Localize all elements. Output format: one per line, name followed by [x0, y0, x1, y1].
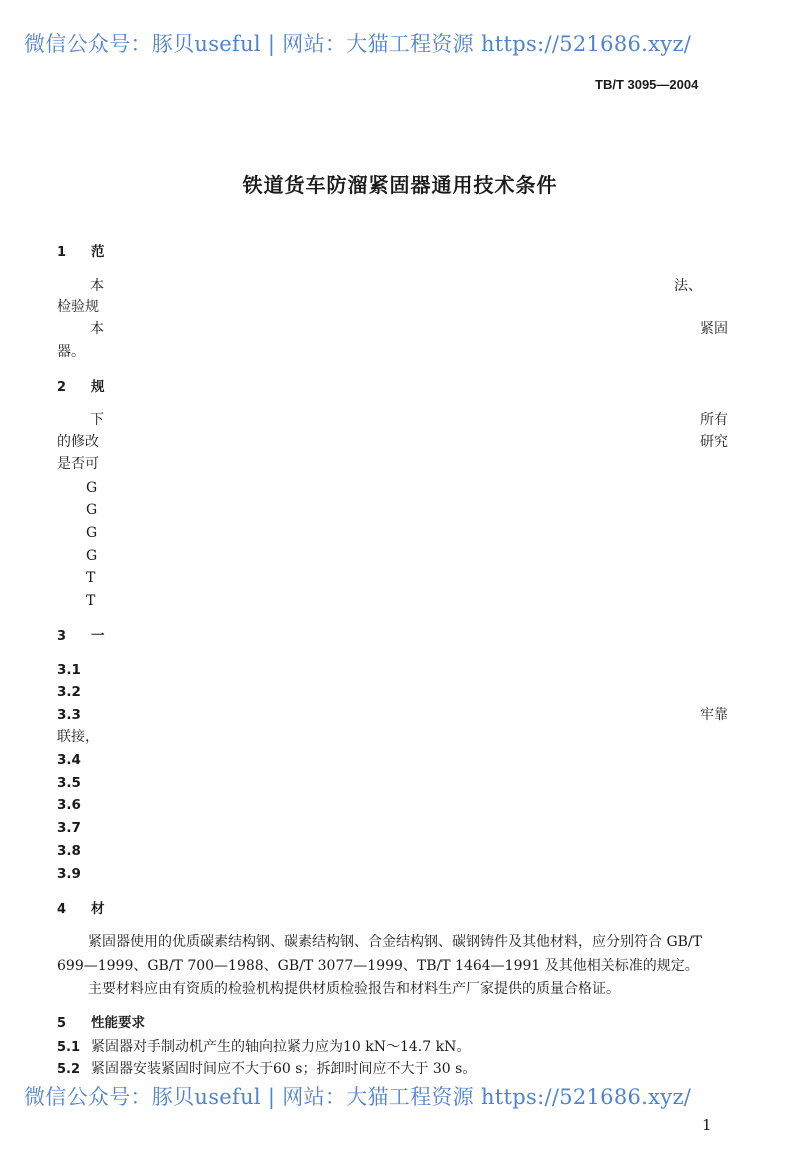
text-fragment: 联接，	[57, 729, 99, 745]
reference-fragment: G	[86, 480, 98, 496]
section-1-heading	[57, 243, 105, 262]
section-5-heading	[57, 1014, 145, 1033]
section-title: 一	[91, 628, 105, 644]
section-number: 2	[57, 380, 67, 395]
section-number: 5	[57, 1016, 67, 1031]
clause-number: 3.3	[57, 707, 81, 723]
reference-fragment: G	[86, 548, 98, 564]
section-4-paragraph-1: 紧固器使用的优质碳素结构钢、碳素结构钢、合金结构钢、碳钢铸件及其他材料，应分别符合 GB/T	[88, 934, 702, 950]
reference-fragment: G	[86, 525, 98, 541]
text-fragment: 是否可	[57, 456, 99, 472]
text-fragment: 牢靠	[700, 707, 728, 723]
text-fragment: 本	[90, 278, 104, 294]
clause-number: 5.2	[57, 1062, 81, 1077]
clause-number: 3.1	[57, 662, 81, 678]
standard-number: TB/T 3095—2004	[595, 77, 699, 92]
reference-fragment: T	[86, 570, 96, 586]
clause-number: 3.8	[57, 843, 81, 859]
text-fragment: 器。	[57, 344, 85, 360]
reference-fragment: T	[86, 593, 96, 609]
section-title: 材	[91, 901, 105, 917]
text-fragment: 所有	[700, 412, 728, 428]
clause-number: 3.9	[57, 866, 81, 882]
section-title: 规	[91, 379, 105, 395]
clause-5-2	[57, 1060, 476, 1079]
document-title: 铁道货车防溜紧固器通用技术条件	[242, 173, 558, 197]
text-fragment: 研究	[700, 434, 728, 450]
page-number: 1	[702, 1116, 712, 1134]
text-fragment: 本	[90, 321, 104, 337]
clause-number: 3.7	[57, 820, 81, 836]
clause-number: 3.6	[57, 797, 81, 813]
reference-fragment: G	[86, 502, 98, 518]
section-2-heading	[57, 378, 105, 397]
section-4-paragraph-1-cont: 699—1999、GB/T 700—1988、GB/T 3077—1999、TB/T 1464—1991 及其他相关标准的规定。	[57, 958, 699, 974]
section-number: 1	[57, 245, 67, 260]
clause-text: 紧固器对手制动机产生的轴向拉紧力应为10 kN～14.7 kN。	[91, 1039, 471, 1055]
text-fragment: 下	[90, 412, 104, 428]
text-fragment: 的修改	[57, 434, 99, 450]
text-fragment: 紧固	[700, 321, 728, 337]
clause-5-1	[57, 1038, 470, 1057]
text-fragment: 法、	[674, 278, 702, 294]
watermark-bottom: 微信公众号：豚贝useful | 网站：大猫工程资源 https://521686.xyz/	[24, 1085, 692, 1109]
clause-text: 紧固器安装紧固时间应不大于60 s；拆卸时间应不大于 30 s。	[91, 1061, 477, 1077]
section-4-heading	[57, 900, 105, 919]
section-number: 4	[57, 902, 67, 917]
clause-number: 3.4	[57, 752, 81, 768]
section-3-heading	[57, 627, 105, 646]
section-title: 范	[91, 244, 105, 260]
clause-number: 5.1	[57, 1040, 81, 1055]
section-number: 3	[57, 629, 67, 644]
clause-number: 3.2	[57, 684, 81, 700]
section-title: 性能要求	[91, 1015, 145, 1031]
watermark-top: 微信公众号：豚贝useful | 网站：大猫工程资源 https://521686.xyz/	[24, 32, 692, 56]
clause-number: 3.5	[57, 775, 81, 791]
text-fragment: 检验规	[57, 299, 99, 315]
section-4-paragraph-2: 主要材料应由有资质的检验机构提供材质检验报告和材料生产厂家提供的质量合格证。	[88, 981, 620, 997]
